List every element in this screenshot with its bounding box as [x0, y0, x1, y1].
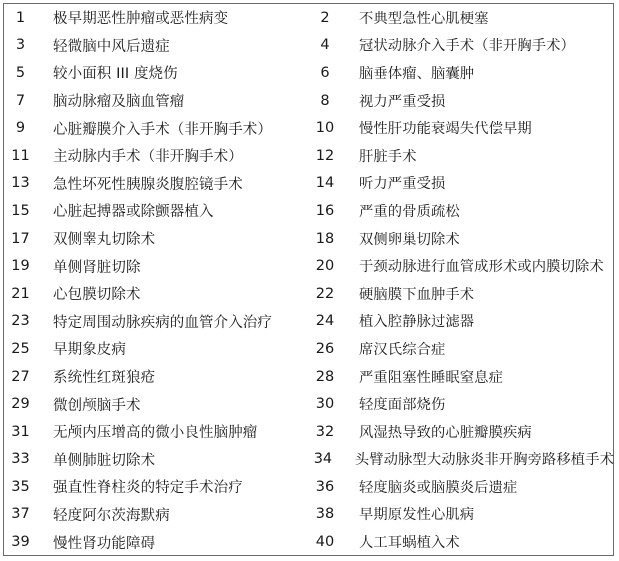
list-item: [3, 280, 308, 308]
item-number: 1: [15, 9, 26, 26]
item-name: 视力严重受损: [359, 93, 446, 110]
item-name: 不典型急性心肌梗塞: [359, 10, 489, 27]
list-item: [3, 418, 308, 446]
item-name: 风湿热导致的心脏瓣膜疾病: [359, 424, 532, 441]
item-number: 29: [11, 396, 30, 413]
item-name: 早期象皮病: [53, 342, 126, 359]
item-number: 25: [11, 340, 30, 357]
item-number: 16: [315, 202, 335, 219]
item-name: 严重阻塞性睡眠窒息症: [359, 369, 503, 386]
item-name: 植入腔静脉过滤器: [359, 314, 475, 331]
list-item: [3, 363, 308, 391]
item-name: 脑垂体瘤、脑囊肿: [359, 65, 475, 82]
item-number: 18: [315, 230, 335, 247]
item-number: 32: [315, 423, 335, 440]
item-name: 听力严重受损: [359, 176, 446, 193]
list-item: [308, 252, 614, 280]
list-item: [308, 32, 614, 60]
item-number: 9: [15, 120, 26, 137]
item-number: 6: [320, 64, 330, 81]
item-number: 28: [315, 368, 335, 385]
list-item: [3, 197, 308, 225]
item-name: 心脏起搏器或除颤器植入: [53, 204, 214, 221]
list-item: [308, 197, 614, 225]
list-item: [308, 142, 614, 170]
item-name: 于颈动脉进行血管成形术或内膜切除术: [359, 259, 604, 276]
item-name: 席汉氏综合症: [359, 341, 446, 358]
list-item: [3, 142, 308, 170]
item-number: 14: [315, 175, 335, 192]
item-name: 系统性红斑狼疮: [53, 370, 156, 387]
item-number: 2: [320, 9, 330, 26]
item-name: 强直性脊柱炎的特定手术治疗: [53, 480, 243, 497]
list-item: [3, 59, 308, 87]
item-number: 27: [11, 368, 30, 385]
item-number: 30: [315, 396, 335, 413]
item-name: 头臂动脉型大动脉炎非开胸旁路移植手术: [354, 452, 614, 469]
item-name: 单侧肺脏切除术: [53, 452, 156, 469]
item-number: 20: [315, 258, 335, 275]
item-number: 8: [320, 92, 330, 109]
item-name: 无颅内压增高的微小良性脑肿瘤: [53, 425, 258, 442]
list-item: [3, 114, 308, 142]
item-name: 心脏瓣膜介入手术（非开胸手术）: [53, 121, 272, 138]
item-number: 5: [15, 64, 26, 81]
list-item: [308, 308, 614, 336]
list-item: [3, 170, 308, 198]
list-item: [308, 4, 614, 32]
item-name: 双侧睾丸切除术: [53, 232, 156, 249]
item-number: 3: [15, 37, 26, 54]
list-item: [3, 528, 308, 556]
item-name: 严重的骨质疏松: [359, 203, 460, 220]
item-name: 早期原发性心肌病: [359, 507, 475, 524]
item-name: 心包膜切除术: [53, 287, 141, 304]
item-name: 双侧卵巢切除术: [359, 231, 460, 248]
item-name: 微创颅脑手术: [53, 397, 141, 414]
item-number: 39: [11, 534, 30, 551]
item-number: 22: [315, 285, 335, 302]
item-name: 较小面积 III 度烧伤: [53, 66, 178, 83]
item-number: 12: [315, 147, 335, 164]
item-name: 脑动脉瘤及脑血管瘤: [53, 94, 185, 111]
list-item: [308, 446, 614, 474]
list-item: [3, 225, 308, 253]
list-item: [308, 528, 614, 556]
item-number: 37: [11, 506, 30, 523]
item-name: 轻度脑炎或脑膜炎后遗症: [359, 479, 518, 496]
list-item: [3, 32, 308, 60]
list-item: [308, 335, 614, 363]
item-name: 硬脑膜下血肿手术: [359, 286, 475, 303]
list-item: [3, 473, 308, 501]
item-number: 4: [320, 37, 330, 54]
item-number: 13: [11, 175, 30, 192]
list-item: [3, 501, 308, 529]
list-item: [308, 170, 614, 198]
item-number: 34: [313, 451, 333, 468]
item-name: 特定周围动脉疾病的血管介入治疗: [53, 314, 272, 331]
item-name: 慢性肾功能障碍: [53, 535, 156, 552]
item-number: 36: [315, 478, 335, 495]
list-item: [3, 390, 308, 418]
list-item: [308, 225, 614, 253]
list-item: [3, 335, 308, 363]
list-item: [308, 114, 614, 142]
list-item: [308, 418, 614, 446]
item-name: 人工耳蜗植入术: [359, 535, 460, 552]
item-name: 慢性肝功能衰竭失代偿早期: [359, 121, 532, 138]
list-item: [3, 4, 308, 32]
list-item: [3, 252, 308, 280]
item-number: 17: [11, 230, 30, 247]
item-name: 轻度面部烧伤: [359, 397, 446, 414]
item-number: 38: [315, 506, 335, 523]
item-name: 极早期恶性肿瘤或恶性病变: [53, 11, 229, 28]
list-item: [308, 473, 614, 501]
item-number: 11: [11, 147, 30, 164]
item-number: 7: [15, 92, 26, 109]
list-item: [308, 59, 614, 87]
condition-list: [3, 4, 614, 556]
item-number: 23: [11, 313, 30, 330]
list-item: [308, 280, 614, 308]
list-item: [308, 87, 614, 115]
item-name: 轻度阿尔茨海默病: [53, 507, 170, 524]
item-name: 肝脏手术: [359, 148, 417, 165]
list-item: [3, 446, 308, 474]
list-item: [308, 363, 614, 391]
item-number: 31: [11, 423, 30, 440]
item-name: 轻微脑中风后遗症: [53, 38, 170, 55]
list-item: [3, 87, 308, 115]
item-number: 24: [315, 313, 335, 330]
item-name: 主动脉内手术（非开胸手术）: [53, 149, 243, 166]
item-name: 冠状动脉介入手术（非开胸手术）: [359, 38, 575, 55]
item-number: 19: [11, 258, 30, 275]
list-item: [308, 390, 614, 418]
item-number: 26: [315, 340, 335, 357]
list-item: [308, 501, 614, 529]
item-number: 15: [11, 202, 30, 219]
item-number: 40: [315, 534, 335, 551]
item-number: 33: [11, 451, 30, 468]
item-number: 21: [11, 285, 30, 302]
item-name: 单侧肾脏切除: [53, 259, 141, 276]
item-number: 10: [315, 120, 335, 137]
list-item: [3, 308, 308, 336]
item-name: 急性坏死性胰腺炎腹腔镜手术: [53, 176, 243, 193]
item-number: 35: [11, 478, 30, 495]
